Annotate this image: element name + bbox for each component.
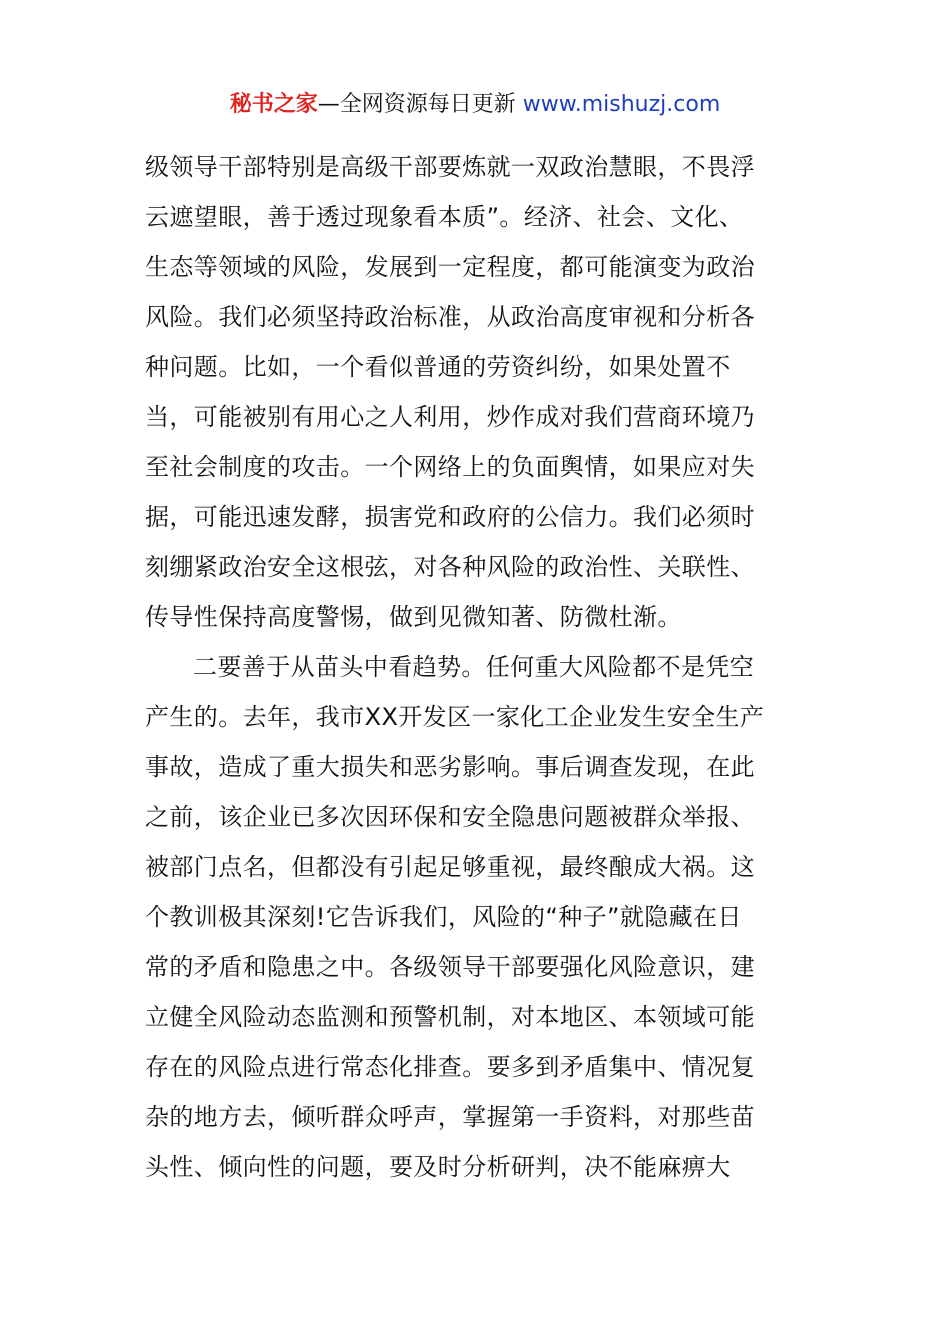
site-url-link[interactable]: www.mishuzj.com	[522, 92, 721, 117]
text-line: 传导性保持高度警惕，做到见微知著、防微杜渐。	[145, 603, 682, 631]
text-line: 生态等领域的风险，发展到一定程度，都可能演变为政治	[145, 253, 755, 281]
site-tagline: —全网资源每日更新	[317, 92, 523, 117]
site-header	[0, 88, 950, 122]
site-brand: 秘书之家	[229, 92, 318, 117]
text-line: 级领导干部特别是高级干部要炼就一双政治慧眼，不畏浮	[145, 153, 755, 181]
text-line: 被部门点名，但都没有引起足够重视，最终酿成大祸。这	[145, 853, 755, 881]
document-body	[145, 142, 815, 1192]
text-line: 个教训极其深刻!它告诉我们，风险的“种子”就隐藏在日	[145, 903, 742, 931]
text-line: 种问题。比如，一个看似普通的劳资纠纷，如果处置不	[145, 353, 731, 381]
text-line: 据，可能迅速发酵，损害党和政府的公信力。我们必须时	[145, 503, 755, 531]
text-line: 头性、倾向性的问题，要及时分析研判，决不能麻痹大	[145, 1153, 731, 1181]
text-line: 云遮望眼，善于透过现象看本质”。经济、社会、文化、	[145, 203, 744, 231]
text-line: 产生的。去年，我市XX开发区一家化工企业发生安全生产	[145, 703, 765, 731]
text-line: 杂的地方去，倾听群众呼声，掌握第一手资料，对那些苗	[145, 1103, 755, 1131]
text-line: 存在的风险点进行常态化排查。要多到矛盾集中、情况复	[145, 1053, 755, 1081]
text-line: 之前，该企业已多次因环保和安全隐患问题被群众举报、	[145, 803, 755, 831]
text-line: 事故，造成了重大损失和恶劣影响。事后调查发现，在此	[145, 753, 755, 781]
text-line: 常的矛盾和隐患之中。各级领导干部要强化风险意识，建	[145, 953, 755, 981]
text-line: 立健全风险动态监测和预警机制，对本地区、本领域可能	[145, 1003, 755, 1031]
text-line: 至社会制度的攻击。一个网络上的负面舆情，如果应对失	[145, 453, 755, 481]
text-line: 风险。我们必须坚持政治标准，从政治高度审视和分析各	[145, 303, 755, 331]
text-line: 当，可能被别有用心之人利用，炒作成对我们营商环境乃	[145, 403, 755, 431]
text-line: 刻绷紧政治安全这根弦，对各种风险的政治性、关联性、	[145, 553, 755, 581]
paragraph-start-line: 二要善于从苗头中看趋势。任何重大风险都不是凭空	[193, 653, 755, 681]
